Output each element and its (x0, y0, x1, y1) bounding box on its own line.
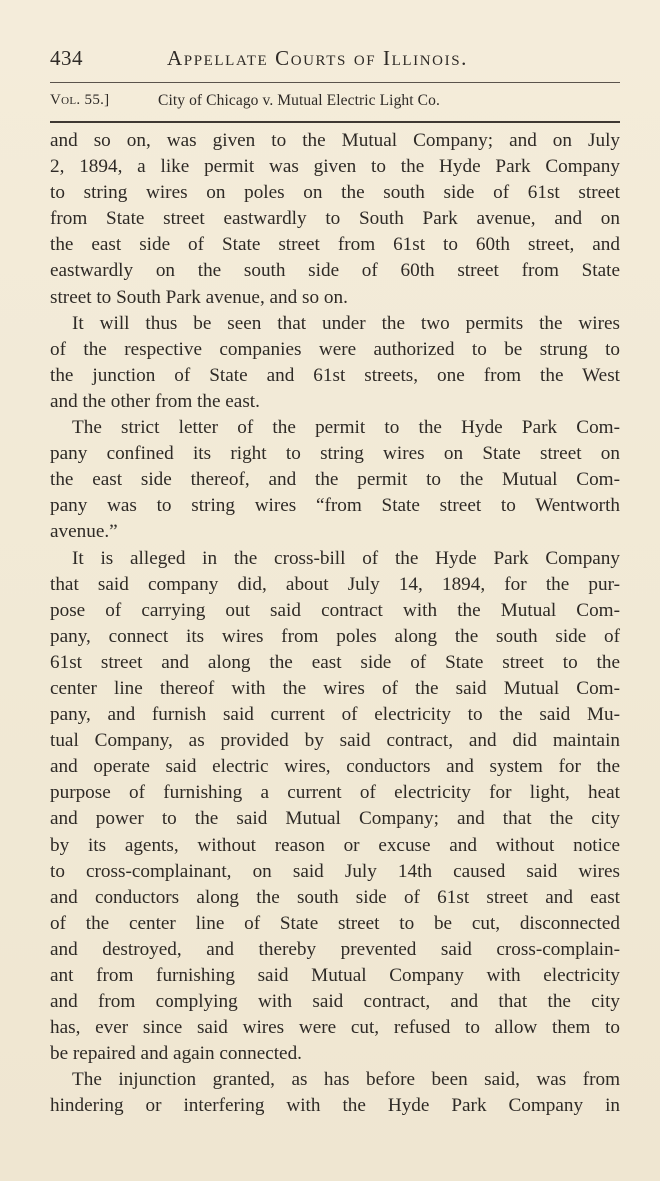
text-line: be repaired and again connected. (50, 1043, 302, 1065)
text-line: and operate said electric wires, conductors and system for the (50, 756, 620, 778)
text-line: that said company did, about July 14, 1894, for the pur- (50, 573, 620, 595)
text-line: pany, and furnish said current of electricity to the said Mu- (50, 704, 620, 726)
text-line: by its agents, without reason or excuse and without notice (50, 834, 620, 856)
text-line: 2, 1894, a like permit was given to the Hyde Park Company (50, 156, 620, 178)
case-subheading (50, 90, 620, 114)
text-line: ant from furnishing said Mutual Company with electricity (50, 965, 620, 986)
text-line: purpose of furnishing a current of electricity for light, heat (50, 782, 620, 804)
text-line: The injunction granted, as has before been said, was from (72, 1069, 620, 1091)
running-title: Appellate Courts of Illinois. (167, 46, 469, 70)
text-line: avenue.” (50, 521, 118, 543)
header-rule-thick (50, 121, 620, 123)
text-line: and from complying with said contract, and that the city (50, 991, 620, 1013)
header-rule-thin (50, 82, 620, 83)
text-line: has, ever since said wires were cut, refused to allow them to (50, 1017, 620, 1039)
text-line: pose of carrying out said contract with the Mutual Com- (50, 599, 620, 621)
text-line: the east side thereof, and the permit to the Mutual Com- (50, 469, 620, 491)
volume-number: 55.] (84, 92, 110, 108)
text-line: of the respective companies were authorized to be strung to (50, 338, 620, 360)
text-line: center line thereof with the wires of the said Mutual Com- (50, 677, 620, 699)
text-line: the junction of State and 61st streets, one from the West (50, 364, 620, 386)
text-line: tual Company, as provided by said contract, and did maintain (50, 730, 620, 752)
volume-label (50, 92, 109, 109)
text-line: and destroyed, and thereby prevented said cross-complain- (50, 938, 620, 960)
text-line: pany was to string wires “from State street to Wentworth (50, 495, 620, 517)
text-line: and conductors along the south side of 61st street and east (50, 886, 620, 908)
text-line: street to South Park avenue, and so on. (50, 286, 348, 308)
text-line: 61st street and along the east side of State street to the (50, 651, 620, 673)
text-line: The strict letter of the permit to the Hyde Park Com- (72, 417, 620, 439)
text-line: and power to the said Mutual Company; and that the city (50, 808, 620, 830)
text-line: to cross-complainant, on said July 14th caused said wires (50, 860, 620, 882)
body-text (50, 128, 620, 1120)
text-line: pany, connect its wires from poles along the south side of (50, 625, 620, 647)
volume-prefix: Vol. (50, 92, 81, 108)
text-line: pany confined its right to string wires on State street on (50, 443, 620, 465)
text-line: and so on, was given to the Mutual Company; and on July (50, 130, 620, 151)
text-line: the east side of State street from 61st to 60th street, and (50, 234, 620, 256)
text-line: and the other from the east. (50, 390, 260, 412)
text-line: of the center line of State street to be cut, disconnected (50, 912, 620, 934)
page-number: 434 (50, 46, 83, 70)
case-title: City of Chicago v. Mutual Electric Light Co. (158, 92, 440, 109)
text-line: It is alleged in the cross-bill of the Hyde Park Company (72, 547, 620, 569)
running-head (50, 46, 620, 76)
text-line: eastwardly on the south side of 60th street from State (50, 260, 620, 282)
text-line: to string wires on poles on the south side of 61st street (50, 182, 620, 204)
text-line: It will thus be seen that under the two permits the wires (72, 312, 620, 334)
text-line: hindering or interfering with the Hyde Park Company in (50, 1095, 620, 1117)
text-line: from State street eastwardly to South Park avenue, and on (50, 208, 620, 230)
